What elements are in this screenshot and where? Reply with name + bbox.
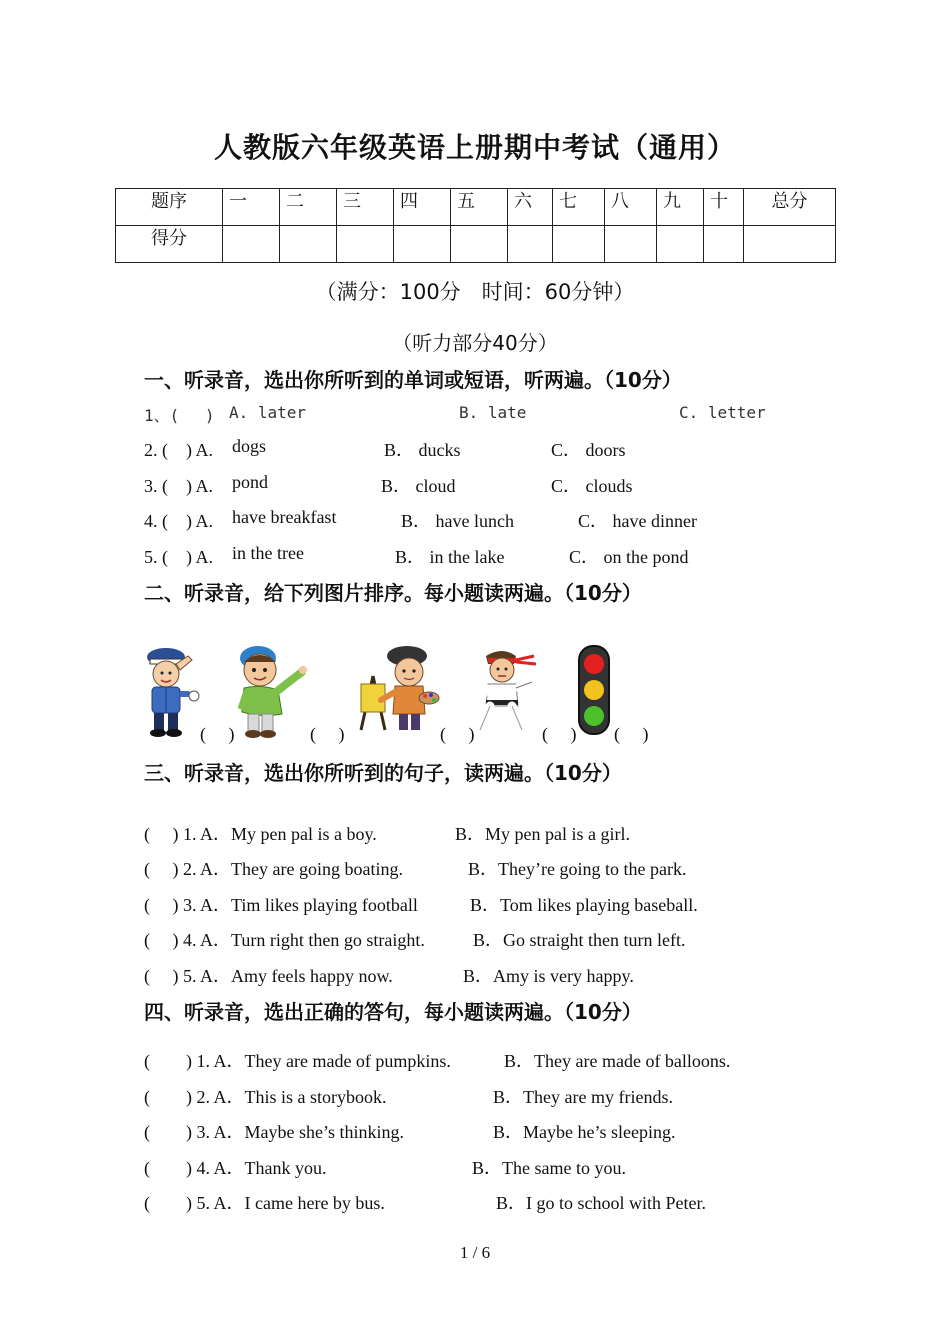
score-header-cell: 六 — [508, 189, 553, 226]
listening-title: （听力部分40分） — [392, 331, 558, 355]
s3-q2-option-b: B．They’re going to the park. — [468, 859, 687, 879]
painter-image — [355, 644, 441, 734]
score-cell[interactable] — [394, 226, 451, 263]
s1-q2-number: 2. ( ) A. — [144, 440, 213, 460]
s3-q5-option-b: B．Amy is very happy. — [463, 966, 634, 986]
score-header-cell: 七 — [553, 189, 605, 226]
s1-q5-option-c: C． on the pond — [569, 547, 689, 567]
karate-kid-image — [472, 646, 542, 736]
score-header-cell: 五 — [451, 189, 508, 226]
score-row-label: 得分 — [116, 226, 223, 263]
score-header-cell: 九 — [657, 189, 704, 226]
score-cell[interactable] — [451, 226, 508, 263]
s4-q3-option-a: ( ) 3. A．Maybe she’s thinking. — [144, 1122, 404, 1142]
s2-blank-2[interactable]: ( ) — [310, 724, 345, 744]
s2-blank-1[interactable]: ( ) — [200, 724, 235, 744]
s3-q5-option-a: ( ) 5. A．Amy feels happy now. — [144, 966, 393, 986]
s4-q2-option-b: B．They are my friends. — [493, 1087, 673, 1107]
score-table-header-row — [116, 189, 836, 226]
exam-subtitle: （满分：100分 时间：60分钟） — [315, 280, 635, 304]
s1-q1-option-b: B. late — [459, 403, 527, 422]
score-header-cell: 四 — [394, 189, 451, 226]
section-3-title: 三、听录音，选出你所听到的句子，读两遍。（10分） — [144, 761, 622, 785]
s2-blank-3[interactable]: ( ) — [440, 724, 475, 744]
score-table — [115, 188, 836, 263]
section-4-title: 四、听录音，选出正确的答句，每小题读两遍。（10分） — [144, 1000, 642, 1024]
s1-q1-option-c: C. letter — [679, 403, 766, 422]
boy-waving-image — [232, 644, 308, 740]
s1-q5-option-b: B． in the lake — [395, 547, 505, 567]
page-title: 人教版六年级英语上册期中考试（通用） — [213, 131, 736, 164]
s4-q5-option-b: B．I go to school with Peter. — [496, 1193, 706, 1213]
score-header-cell: 总分 — [744, 189, 836, 226]
s1-q4-option-b: B． have lunch — [401, 511, 514, 531]
page-number: 1 / 6 — [459, 1243, 491, 1262]
section-2-title: 二、听录音，给下列图片排序。每小题读两遍。（10分） — [144, 581, 642, 605]
score-cell[interactable] — [337, 226, 394, 263]
s1-q1-number: 1、( ) — [144, 406, 215, 425]
s1-q4-option-a: have breakfast — [232, 507, 337, 527]
s3-q2-option-a: ( ) 2. A．They are going boating. — [144, 859, 403, 879]
score-cell[interactable] — [280, 226, 337, 263]
s3-q3-option-a: ( ) 3. A．Tim likes playing football — [144, 895, 418, 915]
score-cell[interactable] — [553, 226, 605, 263]
s4-q1-option-b: B．They are made of balloons. — [504, 1051, 731, 1071]
s4-q1-option-a: ( ) 1. A．They are made of pumpkins. — [144, 1051, 451, 1071]
s1-q5-option-a: in the tree — [232, 543, 304, 563]
s3-q3-option-b: B．Tom likes playing baseball. — [470, 895, 698, 915]
s4-q4-option-b: B．The same to you. — [472, 1158, 626, 1178]
score-cell[interactable] — [605, 226, 657, 263]
score-header-cell: 三 — [337, 189, 394, 226]
s3-q1-option-b: B．My pen pal is a girl. — [455, 824, 630, 844]
s1-q3-number: 3. ( ) A. — [144, 476, 213, 496]
score-header-cell: 十 — [704, 189, 744, 226]
s4-q3-option-b: B．Maybe he’s sleeping. — [493, 1122, 676, 1142]
s1-q2-option-b: B． ducks — [384, 440, 461, 460]
s2-blank-4[interactable]: ( ) — [542, 724, 577, 744]
traffic-light-image — [577, 644, 611, 736]
s4-q2-option-a: ( ) 2. A．This is a storybook. — [144, 1087, 387, 1107]
s1-q4-option-c: C． have dinner — [578, 511, 697, 531]
s2-blank-5[interactable]: ( ) — [614, 724, 649, 744]
s1-q3-option-c: C． clouds — [551, 476, 633, 496]
s1-q3-option-a: pond — [232, 472, 268, 492]
score-cell[interactable] — [744, 226, 836, 263]
s4-q4-option-a: ( ) 4. A．Thank you. — [144, 1158, 327, 1178]
score-header-cell: 一 — [223, 189, 280, 226]
s1-q2-option-c: C． doors — [551, 440, 626, 460]
score-cell[interactable] — [657, 226, 704, 263]
s4-q5-option-a: ( ) 5. A．I came here by bus. — [144, 1193, 385, 1213]
s1-q4-number: 4. ( ) A. — [144, 511, 213, 531]
score-cell[interactable] — [508, 226, 553, 263]
s3-q1-option-a: ( ) 1. A．My pen pal is a boy. — [144, 824, 377, 844]
s3-q4-option-a: ( ) 4. A．Turn right then go straight. — [144, 930, 425, 950]
s1-q1-option-a: A. later — [229, 403, 307, 422]
score-header-cell: 题序 — [116, 189, 223, 226]
s1-q5-number: 5. ( ) A. — [144, 547, 213, 567]
s1-q3-option-b: B． cloud — [381, 476, 456, 496]
score-header-cell: 八 — [605, 189, 657, 226]
s1-q2-option-a: dogs — [232, 436, 267, 456]
s3-q4-option-b: B．Go straight then turn left. — [473, 930, 686, 950]
score-header-cell: 二 — [280, 189, 337, 226]
policeman-image — [140, 644, 202, 738]
score-table-score-row — [116, 226, 836, 263]
section-1-title: 一、听录音，选出你所听到的单词或短语，听两遍。（10分） — [144, 368, 682, 392]
score-cell[interactable] — [223, 226, 280, 263]
score-cell[interactable] — [704, 226, 744, 263]
